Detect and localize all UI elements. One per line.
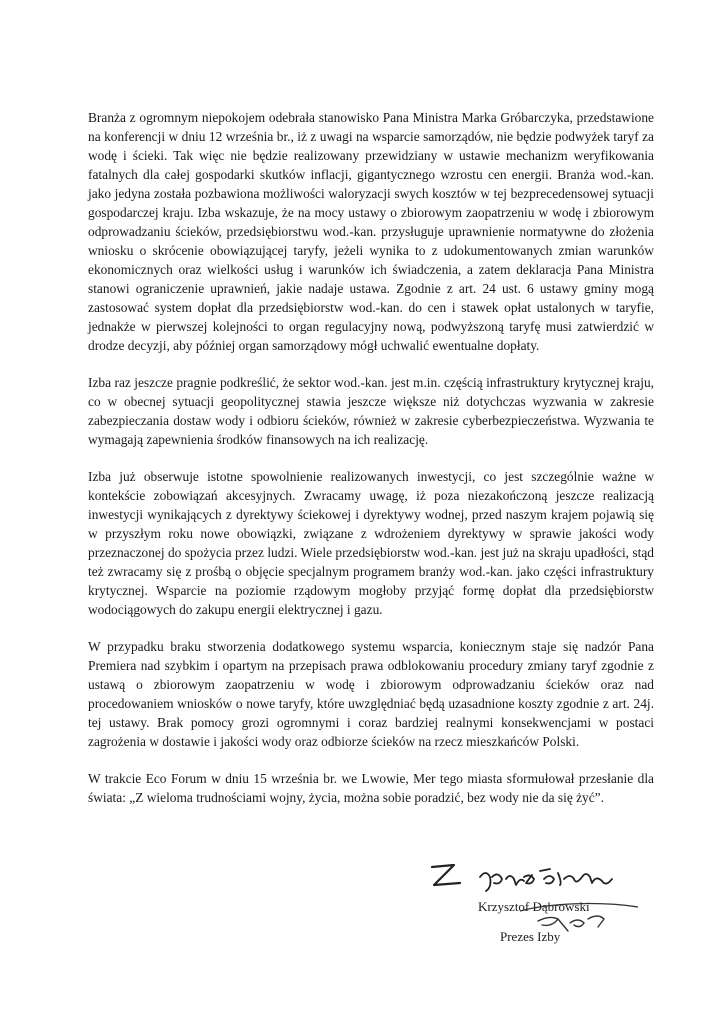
signer-name: Krzysztof Dąbrowski <box>478 899 590 914</box>
paragraph-investments: Izba już obserwuje istotne spowolnienie realizowanych inwestycji, co jest szczególnie ważne w kontekście zobowiązań akcesyjnych. Zwracamy uwagę, iż poza niezakończoną jeszcze realizacją inwestycji wynikających z dyrektywy ściekowej i dyrektywy wodnej, przed naszym krajem pojawią się w przyszłym roku nowe obowiązki, związane z wdrożeniem dyrektywy w sprawie jakości wody przeznaczonej do spożycia przez ludzi. Wiele przedsiębiorstw wod.-kan. jest już na skraju upadłości, stąd też zwracamy się z prośbą o objęcie specjalnym programem branży wod.-kan. jako części infrastruktury krytycznej. Wsparcie na poziomie rządowym mogłoby przyjąć formę dopłat dla przedsiębiorstw wodociągowych do zakupu energii elektrycznej i gazu. <box>88 469 654 617</box>
paragraph-support-system: W przypadku braku stworzenia dodatkowego systemu wsparcia, koniecznym staje się nadzór Pana Premiera nad szybkim i opartym na przepisach prawa odblokowaniu procedury zmiany taryf zgodnie z ustawą o zbiorowym zaopatrzeniu w wodę i zbiorowym odprowadzaniu ścieków oraz nad procedowaniem wniosków o nowe taryfy, które uwzględniać będą uzasadnione koszty zgodnie z art. 24j. tej ustawy. Brak pomocy grozi ogromnymi i coraz bardziej realnymi konsekwencjami w postaci zagrożenia w dostawie i jakości wody oraz odbiorze ścieków na rzecz mieszkańców Polski. <box>88 639 654 749</box>
letter-body <box>88 108 654 825</box>
paragraph-eco-forum: W trakcie Eco Forum w dniu 15 września br. we Lwowie, Mer tego miasta sformułował przesłanie dla świata: „Z wieloma trudnościami wojny, życia, można sobie poradzić, bez wody nie da się żyć”. <box>88 771 654 805</box>
paragraph-critical-infrastructure: Izba raz jeszcze pragnie podkreślić, że sektor wod.-kan. jest m.in. częścią infrastruktury krytycznej kraju, co w obecnej sytuacji geopolitycznej stawia jeszcze większe niż dotychczas wyzwania w zakresie zabezpieczania dostaw wody i odbioru ścieków, również w zakresie cyberbezpieczeństwa. Wyzwania te wymagają zapewnienia środków finansowych na ich realizację. <box>88 375 654 447</box>
paragraph-tariffs: Branża z ogromnym niepokojem odebrała stanowisko Pana Ministra Marka Gróbarczyka, przedstawione na konferencji w dniu 12 września br., iż z uwagi na wsparcie samorządów, nie będzie podwyżek taryf za wodę i ścieki. Tak więc nie będzie realizowany przewidziany w ustawie mechanizm weryfikowania fatalnych dla całej gospodarki skutków inflacji, gigantycznego wzrostu cen energii. Branża wod.-kan. jako jedyna została pozbawiona możliwości waloryzacji swych kosztów w tej bezprecedensowej sytuacji gospodarczej kraju. Izba wskazuje, że na mocy ustawy o zbiorowym zaopatrzeniu w wodę i zbiorowym odprowadzaniu ścieków, przedsiębiorstwu wod.-kan. przysługuje uprawnienie normatywne do złożenia wniosku o skrócenie obowiązującej taryfy, jeżeli wynika to z udokumentowanych zmian warunków ekonomicznych oraz wielkości usług i warunków ich świadczenia, a zatem deklaracja Pana Ministra stanowi ograniczenie uprawnień, jakie nadaje ustawa. Zgodnie z art. 24 ust. 6 ustawy gminy mogą zastosować system dopłat dla przedsiębiorstw wod.-kan. do cen i stawek opłat ustalonych w taryfie, jednakże w pierwszej kolejności to organ regulacyjny nową, podwyższoną taryfę musi zatwierdzić w drodze decyzji, aby później organ samorządowy mógł uchwalić ewentualne dopłaty. <box>88 110 654 353</box>
signer-title: Prezes Izby <box>500 929 561 944</box>
handwritten-closing <box>420 853 660 897</box>
signature-block <box>420 853 660 953</box>
